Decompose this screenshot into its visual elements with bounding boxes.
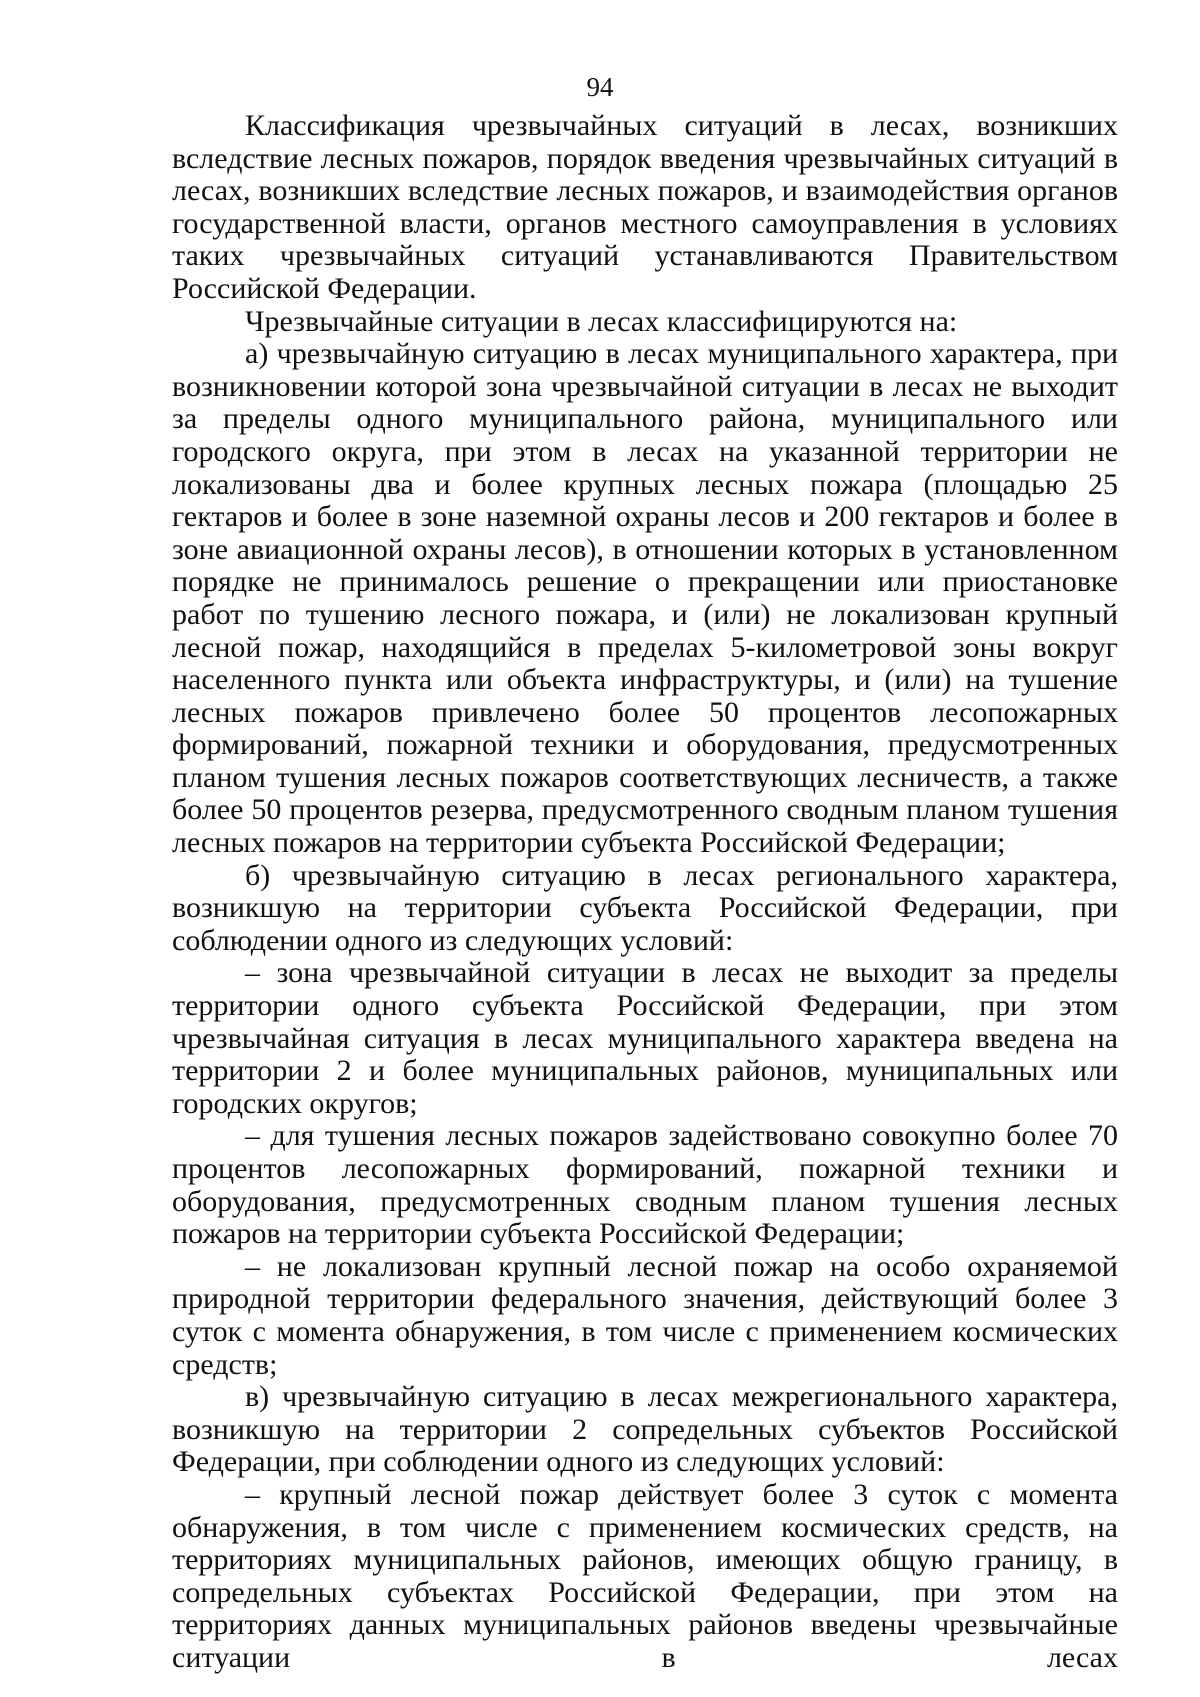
paragraph-classification-heading: Чрезвычайные ситуации в лесах классифицируются на: <box>245 304 958 338</box>
paragraph-condition-resources: – для тушения лесных пожаров задействовано совокупно более 70 процентов лесопожарных формирований, пожарной техники и оборудования, предусмотренных сводным планом тушения лесных пожаров на территории субъекта Российской Федерации; <box>172 1119 1118 1251</box>
body-text <box>172 110 1118 1675</box>
paragraph-classification-intro: Классификация чрезвычайных ситуаций в лесах, возникших вследствие лесных пожаров, порядок введения чрезвычайных ситуаций в лесах, возникших вследствие лесных пожаров, и взаимодействия органов государственной власти, органов местного самоуправления в условиях таких чрезвычайных ситуаций устанавливаются Правительством Российской Федерации. <box>172 109 1118 305</box>
paragraph-item-b-regional: б) чрезвычайную ситуацию в лесах регионального характера, возникшую на территории субъекта Российской Федерации, при соблюдении одного из следующих условий: <box>172 858 1118 957</box>
paragraph-condition-large-fire: – крупный лесной пожар действует более 3 суток с момента обнаружения, в том числе с применением космических средств, на территориях муниципальных районов, имеющих общую границу, в сопредельных субъектах Российской Федерации, при этом на территориях данных муниципальных районов введены чрезвычайные ситуации в лесах <box>172 1477 1118 1674</box>
page-number: 94 <box>586 72 614 102</box>
paragraph-condition-zone: – зона чрезвычайной ситуации в лесах не выходит за пределы территории одного субъекта Российской Федерации, при этом чрезвычайная ситуация в лесах муниципального характера введена на территории 2 и более муниципальных районов, муниципальных или городских округов; <box>172 956 1118 1120</box>
paragraph-item-c-interregional: в) чрезвычайную ситуацию в лесах межрегионального характера, возникшую на территории 2 сопредельных субъектов Российской Федерации, при соблюдении одного из следующих условий: <box>172 1380 1118 1479</box>
paragraph-condition-protected-area: – не локализован крупный лесной пожар на особо охраняемой природной территории федерального значения, действующий более 3 суток с момента обнаружения, в том числе с применением космических средств; <box>172 1249 1118 1381</box>
paragraph-item-a-municipal: а) чрезвычайную ситуацию в лесах муниципального характера, при возникновении которой зона чрезвычайной ситуации в лесах не выходит за пределы одного муниципального района, муниципального или городского округа, при этом в лесах на указанной территории не локализованы два и более крупных лесных пожара (площадью 25 гектаров и более в зоне наземной охраны лесов и 200 гектаров и более в зоне авиационной охраны лесов), в отношении которых в установленном порядке не принималось решение о прекращении или приостановке работ по тушению лесного пожара, и (или) не локализован крупный лесной пожар, находящийся в пределах 5-километровой зоны вокруг населенного пункта или объекта инфраструктуры, и (или) на тушение лесных пожаров привлечено более 50 процентов лесопожарных формирований, пожарной техники и оборудования, предусмотренных планом тушения лесных пожаров соответствующих лесничеств, а также более 50 процентов резерва, предусмотренного сводным планом тушения лесных пожаров на территории субъекта Российской Федерации; <box>172 337 1118 860</box>
